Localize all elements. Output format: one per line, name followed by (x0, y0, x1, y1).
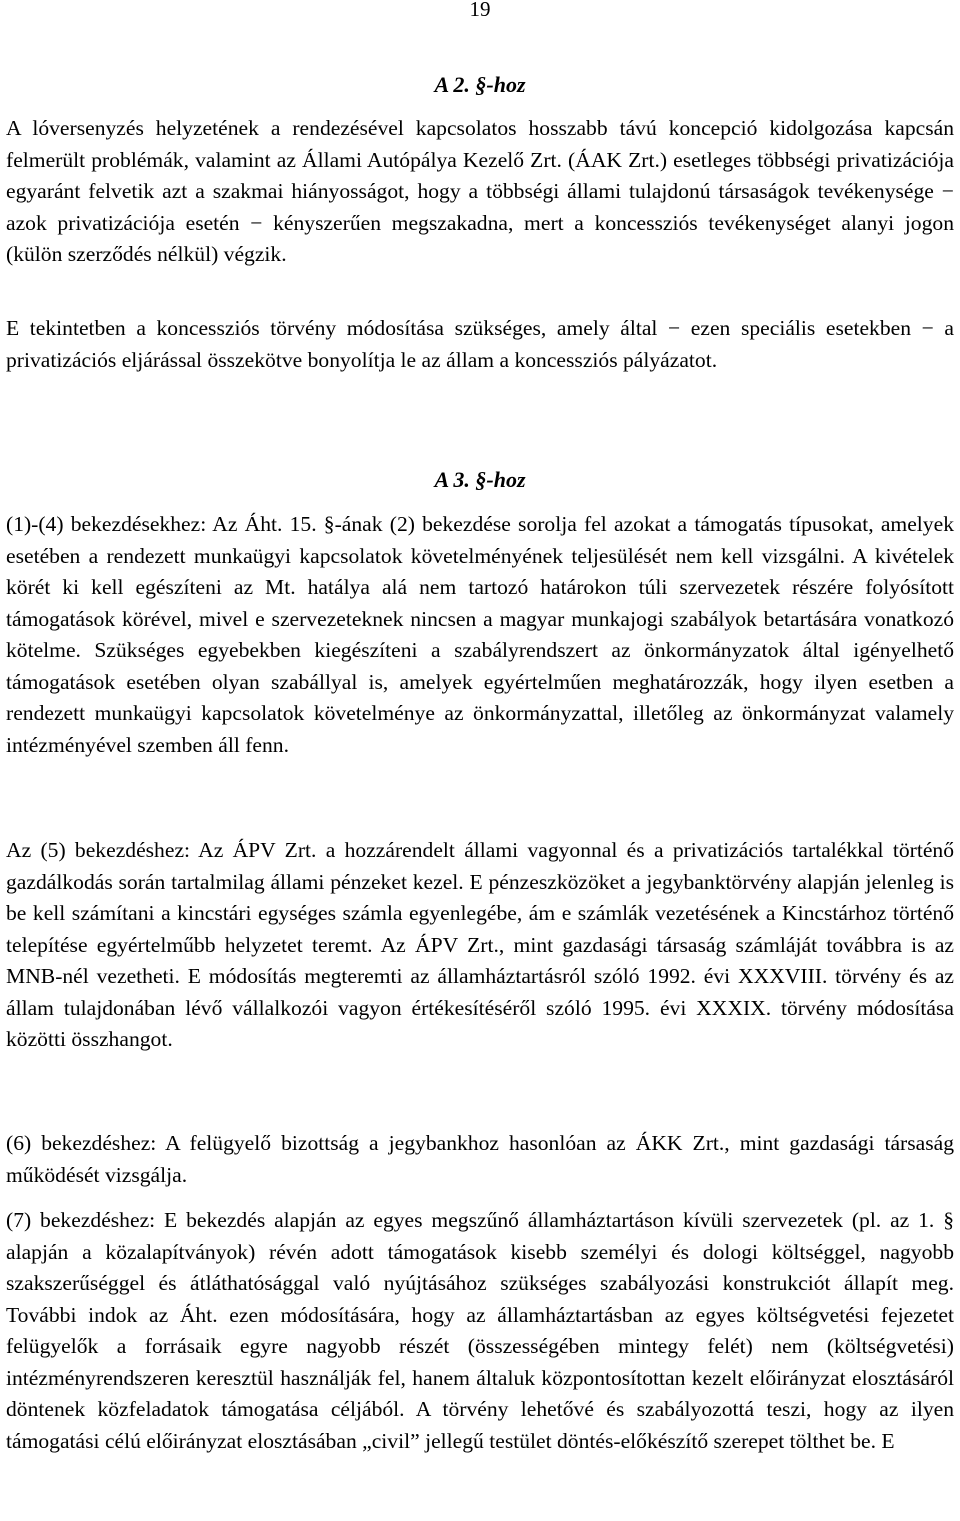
paragraph: (1)-(4) bekezdésekhez: Az Áht. 15. §-ának (2) bekezdése sorolja fel azokat a támogatás típusokat, amelyek esetében a rendezett munkaügyi kapcsolatok követelményének teljesülését nem kell vizsgálni. A kivételek körét ki kell egészíteni az Mt. hatálya alá nem tartozó határokon túli szervezetek részére folyósított támogatások körével, mivel e szervezeteknek nincsen a magyar munkajogi szabályok betartására vonatkozó kötelme. Szükséges egyebekben kiegészíteni a szabályrendszert az önkormányzatok által igényelhető támogatások esetében olyan szabállyal is, amelyek egyértelműen meghatározzák, hogy ilyen esetben a rendezett munkaügyi kapcsolatok követelménye az önkormányzattal, illetőleg az önkormányzat valamely intézményével szemben áll fenn. (6, 512, 954, 757)
section-heading-2: A 2. §-hoz (434, 72, 526, 97)
paragraph: (6) bekezdéshez: A felügyelő bizottság a jegybankhoz hasonlóan az ÁKK Zrt., mint gazdasági társaság működését vizsgálja. (6, 1131, 954, 1187)
section-heading-3: A 3. §-hoz (434, 467, 526, 492)
page-number: 19 (469, 0, 491, 21)
paragraph: A lóversenyzés helyzetének a rendezésével kapcsolatos hosszabb távú koncepció kidolgozása kapcsán felmerült problémák, valamint az Állami Autópálya Kezelő Zrt. (ÁAK Zrt.) esetleges többségi privatizációja egyaránt felvetik azt a szakmai hiányosságot, hogy a többségi állami tulajdonú társaságok tevékenysége − azok privatizációja esetén − kényszerűen megszakadna, mert a koncessziós tevékenységet alanyi jogon (külön szerződés nélkül) végzik. (6, 116, 954, 266)
paragraph: E tekintetben a koncessziós törvény módosítása szükséges, amely által − ezen speciális esetekben − a privatizációs eljárással összekötve bonyolítja le az állam a koncessziós pályázatot. (6, 316, 954, 372)
paragraph: Az (5) bekezdéshez: Az ÁPV Zrt. a hozzárendelt állami vagyonnal és a privatizációs tartalékkal történő gazdálkodás során tartalmilag állami pénzeket kezel. E pénzeszközöket a jegybanktörvény alapján jelenleg is be kell számítani a kincstári egységes számla egyenlegébe, ám e számlák vezetésének a Kincstárhoz történő telepítése egyértelműbb helyzetet teremt. Az ÁPV Zrt., mint gazdasági társaság számláját továbbra is az MNB-nél vezetheti. E módosítás megteremti az államháztartásról szóló 1992. évi XXXVIII. törvény és az állam tulajdonában lévő vállalkozói vagyon értékesítéséről szóló 1995. évi XXXIX. törvény módosítása közötti összhangot. (6, 838, 954, 1051)
paragraph: (7) bekezdéshez: E bekezdés alapján az egyes megszűnő államháztartáson kívüli szervezetek (pl. az 1. § alapján a közalapítványok) révén adott támogatások kisebb személyi és dologi költséggel, nagyobb szakszerűséggel és átláthatósággal való nyújtásához szükséges szabályozási konstrukciót állapít meg. További indok az Áht. ezen módosítására, hogy az államháztartásban az egyes költségvetési fejezetet felügyelők a forrásaik egyre nagyobb részét (összességében mintegy felét) nem (költségvetési) intézményrendszeren keresztül használják fel, hanem általuk központosítottan kezelt előirányzat elosztásáról döntenek közfeladatok támogatása céljából. A törvény lehetővé és szabályozottá teszi, hogy az ilyen támogatási célú előirányzat elosztásában „civil” jellegű testület döntés-előkészítő szerepet tölthet be. E (6, 1208, 954, 1453)
